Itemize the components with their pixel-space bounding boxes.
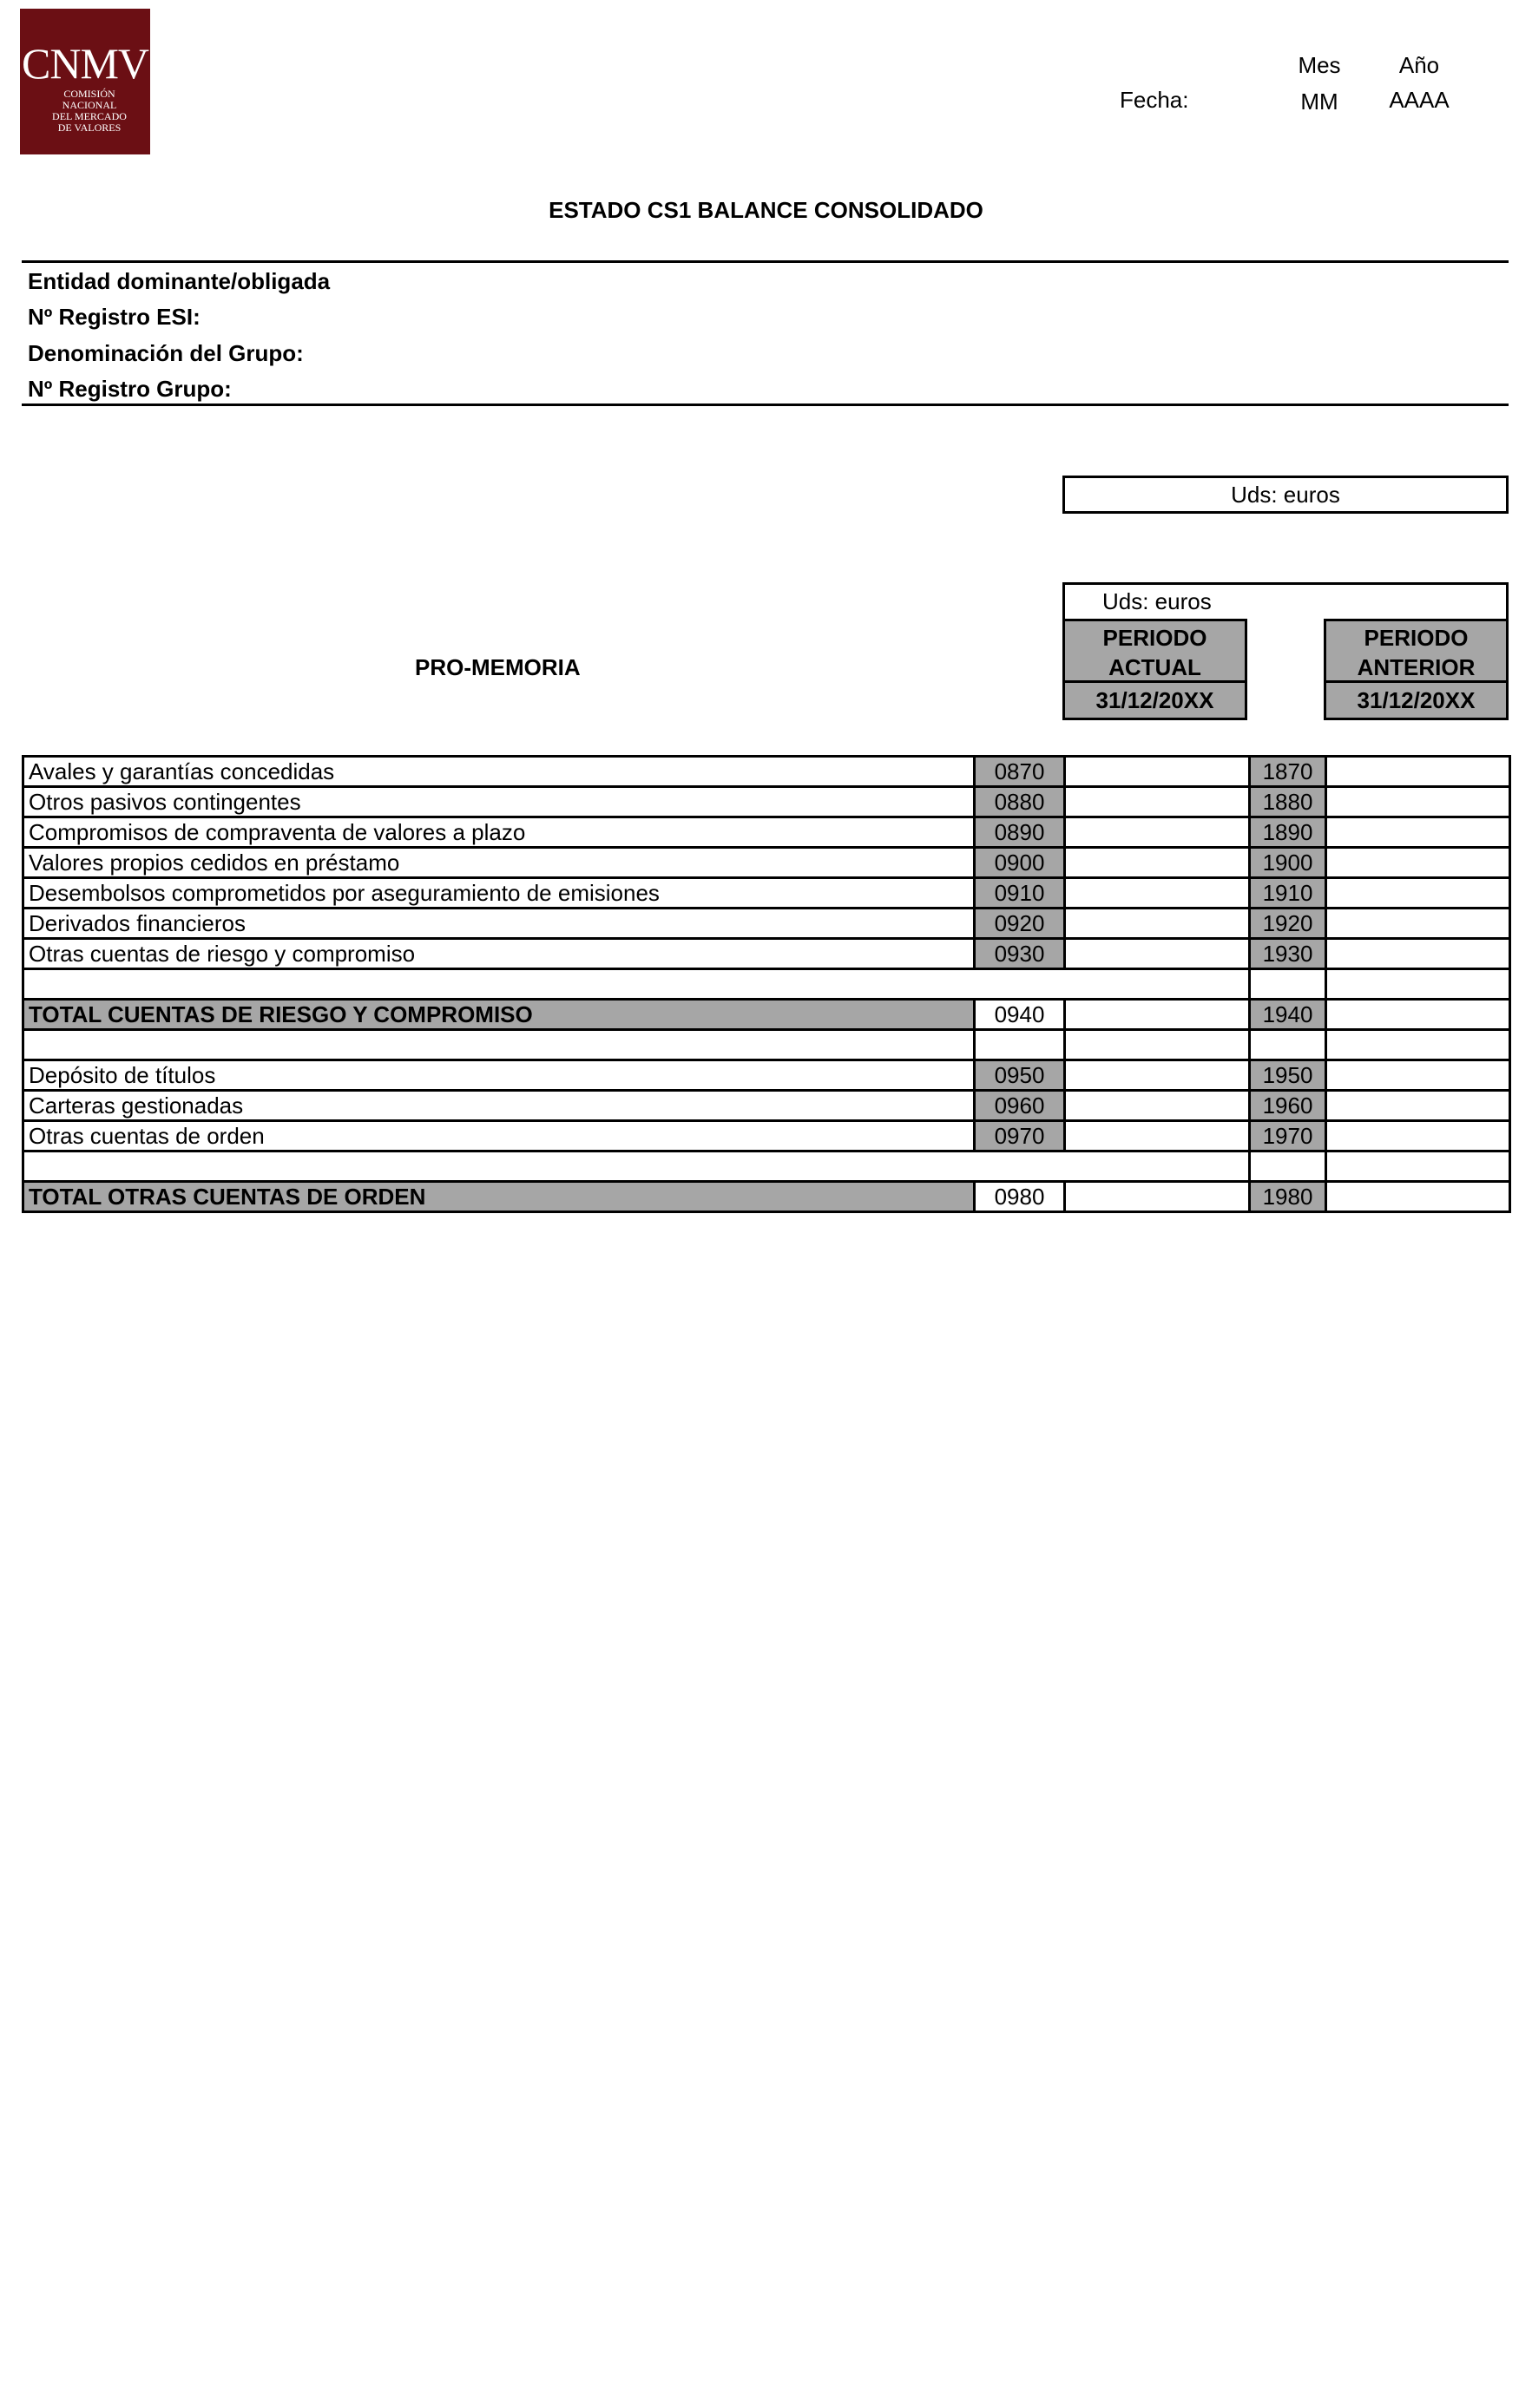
- table-row: [23, 848, 1510, 878]
- value-cell-actual[interactable]: [1065, 1091, 1250, 1121]
- value-cell-anterior[interactable]: [1326, 757, 1510, 787]
- periodo-actual-header: [1062, 619, 1247, 683]
- table-row: [23, 1091, 1510, 1121]
- row-code-anterior: 1950: [1250, 1060, 1326, 1091]
- mes-value[interactable]: MM: [1300, 89, 1338, 115]
- spacer-cell: [975, 1030, 1065, 1060]
- row-code-anterior: 1970: [1250, 1121, 1326, 1152]
- row-code-actual: 0900: [975, 848, 1065, 878]
- row-code-anterior: 1930: [1250, 939, 1326, 969]
- divider: [22, 260, 1509, 263]
- periodo-actual-line1: PERIODO: [1102, 625, 1207, 651]
- table-row: [23, 757, 1510, 787]
- logo-sub-line: DEL MERCADO: [52, 110, 127, 122]
- value-cell-anterior[interactable]: [1326, 909, 1510, 939]
- table-row: [23, 1060, 1510, 1091]
- periodo-anterior-header: [1324, 619, 1509, 683]
- spacer-cell: [1326, 1030, 1510, 1060]
- row-code-actual: 0960: [975, 1091, 1065, 1121]
- value-cell-actual[interactable]: [1065, 1121, 1250, 1152]
- logo-sub-line: NACIONAL: [62, 99, 117, 111]
- value-cell-anterior[interactable]: [1326, 1121, 1510, 1152]
- periodo-actual-line2: ACTUAL: [1108, 654, 1201, 680]
- periodo-actual-date: 31/12/20XX: [1062, 680, 1247, 720]
- fecha-label: Fecha:: [1120, 87, 1189, 113]
- entidad-dominante-label: Entidad dominante/obligada: [28, 268, 331, 294]
- spacer-cell: [23, 1152, 1250, 1182]
- row-label: Desembolsos comprometidos por aseguramiento de emisiones: [23, 878, 975, 909]
- row-code-actual: 0970: [975, 1121, 1065, 1152]
- row-label: Otras cuentas de riesgo y compromiso: [23, 939, 975, 969]
- row-label: Compromisos de compraventa de valores a plazo: [23, 817, 975, 848]
- value-cell-actual[interactable]: [1065, 1060, 1250, 1091]
- row-code-anterior: 1900: [1250, 848, 1326, 878]
- row-code-actual: 0920: [975, 909, 1065, 939]
- spacer-cell: [1250, 1152, 1326, 1182]
- spacer-cell: [23, 1030, 975, 1060]
- row-code-anterior: 1910: [1250, 878, 1326, 909]
- periodo-anterior-line1: PERIODO: [1364, 625, 1469, 651]
- cnmv-logo: [20, 9, 150, 154]
- table-row: [23, 939, 1510, 969]
- row-code-anterior: 1870: [1250, 757, 1326, 787]
- logo-sub-line: COMISIÓN: [63, 88, 115, 100]
- denominacion-grupo-label: Denominación del Grupo:: [28, 340, 304, 366]
- spacer-row: [23, 1030, 1510, 1060]
- table-row: [23, 909, 1510, 939]
- row-code-actual: 0910: [975, 878, 1065, 909]
- value-cell-actual[interactable]: [1065, 848, 1250, 878]
- spacer-cell: [1326, 1152, 1510, 1182]
- row-code-anterior: 1960: [1250, 1091, 1326, 1121]
- table-row: [23, 1121, 1510, 1152]
- row-label: Derivados financieros: [23, 909, 975, 939]
- row-code-anterior: 1980: [1250, 1182, 1326, 1212]
- row-code-actual: 0980: [975, 1182, 1065, 1212]
- registro-grupo-label: Nº Registro Grupo:: [28, 376, 232, 402]
- value-cell-anterior[interactable]: [1326, 848, 1510, 878]
- ano-value[interactable]: AAAA: [1389, 87, 1450, 113]
- value-cell-anterior[interactable]: [1326, 1000, 1510, 1030]
- spacer-cell: [23, 969, 1250, 1000]
- row-code-anterior: 1890: [1250, 817, 1326, 848]
- value-cell-actual[interactable]: [1065, 909, 1250, 939]
- value-cell-actual[interactable]: [1065, 878, 1250, 909]
- value-cell-actual[interactable]: [1065, 787, 1250, 817]
- spacer-row: [23, 1152, 1510, 1182]
- section-title: PRO-MEMORIA: [415, 654, 581, 680]
- divider: [22, 404, 1509, 406]
- row-code-actual: 0940: [975, 1000, 1065, 1030]
- row-label: Otras cuentas de orden: [23, 1121, 975, 1152]
- value-cell-anterior[interactable]: [1326, 787, 1510, 817]
- value-cell-anterior[interactable]: [1326, 1091, 1510, 1121]
- row-code-actual: 0890: [975, 817, 1065, 848]
- table-row: [23, 817, 1510, 848]
- pro-memoria-table: [22, 755, 1511, 1213]
- total-label: TOTAL OTRAS CUENTAS DE ORDEN: [23, 1182, 975, 1212]
- row-code-actual: 0870: [975, 757, 1065, 787]
- row-code-anterior: 1880: [1250, 787, 1326, 817]
- row-code-anterior: 1940: [1250, 1000, 1326, 1030]
- logo-subtitle: [36, 89, 143, 134]
- row-label: Otros pasivos contingentes: [23, 787, 975, 817]
- value-cell-anterior[interactable]: [1326, 817, 1510, 848]
- page-title: ESTADO CS1 BALANCE CONSOLIDADO: [549, 197, 983, 223]
- row-label: Carteras gestionadas: [23, 1091, 975, 1121]
- value-cell-actual[interactable]: [1065, 939, 1250, 969]
- value-cell-actual[interactable]: [1065, 1000, 1250, 1030]
- units-box: Uds: euros: [1062, 476, 1509, 514]
- value-cell-actual[interactable]: [1065, 817, 1250, 848]
- value-cell-actual[interactable]: [1065, 1182, 1250, 1212]
- row-code-actual: 0930: [975, 939, 1065, 969]
- row-label: Depósito de títulos: [23, 1060, 975, 1091]
- spacer-cell: [1250, 1030, 1326, 1060]
- periodo-anterior-line2: ANTERIOR: [1357, 654, 1476, 680]
- logo-sub-line: DE VALORES: [57, 121, 122, 134]
- spacer-row: [23, 969, 1510, 1000]
- spacer-cell: [1250, 969, 1326, 1000]
- row-code-anterior: 1920: [1250, 909, 1326, 939]
- value-cell-anterior[interactable]: [1326, 939, 1510, 969]
- row-label: Valores propios cedidos en préstamo: [23, 848, 975, 878]
- value-cell-anterior[interactable]: [1326, 1060, 1510, 1091]
- total-label: TOTAL CUENTAS DE RIESGO Y COMPROMISO: [23, 1000, 975, 1030]
- table-row: [23, 878, 1510, 909]
- registro-esi-label: Nº Registro ESI:: [28, 304, 201, 330]
- logo-wordmark: CNMV: [21, 39, 149, 88]
- total-row: [23, 1000, 1510, 1030]
- spacer-cell: [1326, 969, 1510, 1000]
- row-code-actual: 0950: [975, 1060, 1065, 1091]
- mes-label: Mes: [1298, 52, 1341, 78]
- value-cell-actual[interactable]: [1065, 757, 1250, 787]
- periodo-anterior-date: 31/12/20XX: [1324, 680, 1509, 720]
- value-cell-anterior[interactable]: [1326, 878, 1510, 909]
- table-row: [23, 787, 1510, 817]
- units-header: Uds: euros: [1062, 582, 1509, 621]
- spacer-cell: [1065, 1030, 1250, 1060]
- total-row: [23, 1182, 1510, 1212]
- value-cell-anterior[interactable]: [1326, 1182, 1510, 1212]
- row-code-actual: 0880: [975, 787, 1065, 817]
- ano-label: Año: [1398, 52, 1440, 78]
- row-label: Avales y garantías concedidas: [23, 757, 975, 787]
